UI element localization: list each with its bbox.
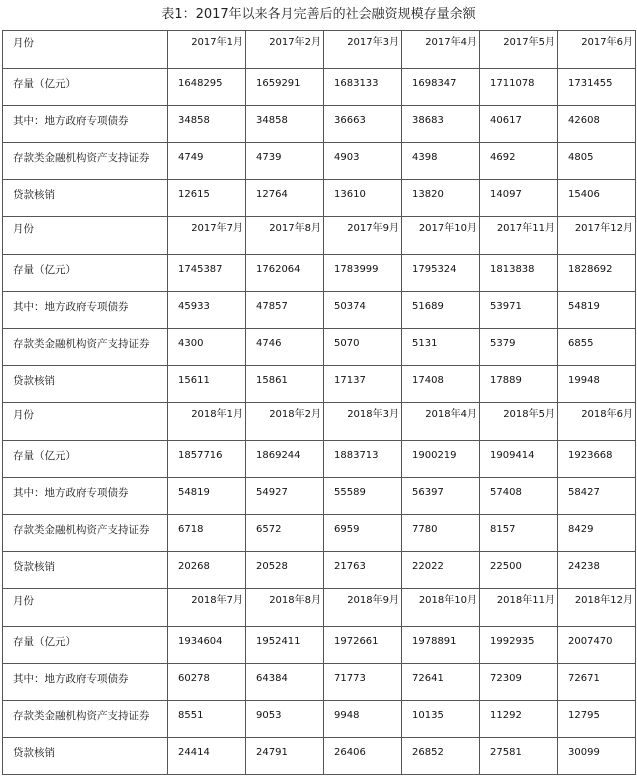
month-cell: 2017年9月 (324, 217, 402, 255)
value-cell: 1648295 (168, 69, 246, 106)
row-label-cell: 贷款核销 (3, 180, 168, 217)
month-cell: 2018年8月 (246, 589, 324, 627)
value-cell: 8429 (558, 515, 636, 552)
value-cell: 45933 (168, 292, 246, 329)
row-label-cell: 贷款核销 (3, 552, 168, 589)
table-row (3, 366, 636, 403)
value-cell: 72309 (480, 664, 558, 701)
value-cell: 4805 (558, 143, 636, 180)
value-cell: 20528 (246, 552, 324, 589)
value-cell: 1952411 (246, 627, 324, 664)
table-row (3, 255, 636, 292)
month-cell: 2018年7月 (168, 589, 246, 627)
value-cell: 57408 (480, 478, 558, 515)
month-cell: 2017年3月 (324, 31, 402, 69)
row-label-cell: 贷款核销 (3, 738, 168, 775)
value-cell: 1783999 (324, 255, 402, 292)
value-cell: 4692 (480, 143, 558, 180)
value-cell: 17408 (402, 366, 480, 403)
table-row (3, 627, 636, 664)
month-cell: 2017年11月 (480, 217, 558, 255)
value-cell: 4749 (168, 143, 246, 180)
value-cell: 34858 (246, 106, 324, 143)
value-cell: 64384 (246, 664, 324, 701)
row-label-cell: 存量（亿元） (3, 69, 168, 106)
value-cell: 1683133 (324, 69, 402, 106)
value-cell: 17889 (480, 366, 558, 403)
value-cell: 1659291 (246, 69, 324, 106)
table-row (3, 515, 636, 552)
value-cell: 1869244 (246, 441, 324, 478)
value-cell: 1762064 (246, 255, 324, 292)
value-cell: 1923668 (558, 441, 636, 478)
value-cell: 11292 (480, 701, 558, 738)
row-label-cell: 其中：地方政府专项债券 (3, 106, 168, 143)
value-cell: 40617 (480, 106, 558, 143)
value-cell: 1698347 (402, 69, 480, 106)
value-cell: 34858 (168, 106, 246, 143)
value-cell: 19948 (558, 366, 636, 403)
month-cell: 2017年2月 (246, 31, 324, 69)
table-row (3, 552, 636, 589)
month-cell: 2018年10月 (402, 589, 480, 627)
value-cell: 42608 (558, 106, 636, 143)
value-cell: 13610 (324, 180, 402, 217)
value-cell: 1795324 (402, 255, 480, 292)
value-cell: 51689 (402, 292, 480, 329)
table-row (3, 738, 636, 775)
value-cell: 4746 (246, 329, 324, 366)
row-label-cell: 存款类金融机构资产支持证券 (3, 701, 168, 738)
row-label-cell: 存量（亿元） (3, 255, 168, 292)
month-label-cell: 月份 (3, 403, 168, 441)
value-cell: 1883713 (324, 441, 402, 478)
value-cell: 17137 (324, 366, 402, 403)
value-cell: 47857 (246, 292, 324, 329)
value-cell: 6959 (324, 515, 402, 552)
value-cell: 13820 (402, 180, 480, 217)
value-cell: 6572 (246, 515, 324, 552)
value-cell: 71773 (324, 664, 402, 701)
value-cell: 56397 (402, 478, 480, 515)
value-cell: 54819 (168, 478, 246, 515)
row-label-cell: 存款类金融机构资产支持证券 (3, 143, 168, 180)
value-cell: 22022 (402, 552, 480, 589)
row-label-cell: 存量（亿元） (3, 441, 168, 478)
value-cell: 1711078 (480, 69, 558, 106)
month-cell: 2017年12月 (558, 217, 636, 255)
value-cell: 2007470 (558, 627, 636, 664)
value-cell: 5070 (324, 329, 402, 366)
value-cell: 12615 (168, 180, 246, 217)
value-cell: 4903 (324, 143, 402, 180)
month-header-row (3, 31, 636, 69)
month-cell: 2017年10月 (402, 217, 480, 255)
table-row (3, 664, 636, 701)
value-cell: 22500 (480, 552, 558, 589)
value-cell: 54819 (558, 292, 636, 329)
value-cell: 26852 (402, 738, 480, 775)
value-cell: 1978891 (402, 627, 480, 664)
value-cell: 15861 (246, 366, 324, 403)
month-cell: 2018年3月 (324, 403, 402, 441)
credit-stock-table (2, 30, 636, 775)
month-cell: 2018年11月 (480, 589, 558, 627)
month-cell: 2017年4月 (402, 31, 480, 69)
value-cell: 9948 (324, 701, 402, 738)
value-cell: 7780 (402, 515, 480, 552)
month-cell: 2018年6月 (558, 403, 636, 441)
table-row (3, 69, 636, 106)
value-cell: 36663 (324, 106, 402, 143)
value-cell: 72641 (402, 664, 480, 701)
table-row (3, 701, 636, 738)
value-cell: 6718 (168, 515, 246, 552)
value-cell: 21763 (324, 552, 402, 589)
value-cell: 24414 (168, 738, 246, 775)
table-row (3, 441, 636, 478)
row-label-cell: 存量（亿元） (3, 627, 168, 664)
row-label-cell: 存款类金融机构资产支持证券 (3, 329, 168, 366)
value-cell: 1934604 (168, 627, 246, 664)
month-cell: 2018年5月 (480, 403, 558, 441)
value-cell: 24791 (246, 738, 324, 775)
value-cell: 5379 (480, 329, 558, 366)
value-cell: 4398 (402, 143, 480, 180)
month-cell: 2018年9月 (324, 589, 402, 627)
value-cell: 1828692 (558, 255, 636, 292)
month-label-cell: 月份 (3, 217, 168, 255)
row-label-cell: 贷款核销 (3, 366, 168, 403)
row-label-cell: 其中：地方政府专项债券 (3, 292, 168, 329)
value-cell: 1992935 (480, 627, 558, 664)
month-cell: 2018年4月 (402, 403, 480, 441)
value-cell: 1745387 (168, 255, 246, 292)
row-label-cell: 其中：地方政府专项债券 (3, 478, 168, 515)
row-label-cell: 存款类金融机构资产支持证券 (3, 515, 168, 552)
table-row (3, 478, 636, 515)
month-header-row (3, 589, 636, 627)
value-cell: 27581 (480, 738, 558, 775)
value-cell: 72671 (558, 664, 636, 701)
month-header-row (3, 403, 636, 441)
value-cell: 8157 (480, 515, 558, 552)
value-cell: 15611 (168, 366, 246, 403)
value-cell: 53971 (480, 292, 558, 329)
value-cell: 5131 (402, 329, 480, 366)
month-cell: 2018年12月 (558, 589, 636, 627)
row-label-cell: 其中：地方政府专项债券 (3, 664, 168, 701)
value-cell: 50374 (324, 292, 402, 329)
value-cell: 14097 (480, 180, 558, 217)
table-title: 表1：2017年以来各月完善后的社会融资规模存量余额 (161, 7, 476, 22)
value-cell: 1857716 (168, 441, 246, 478)
value-cell: 26406 (324, 738, 402, 775)
value-cell: 1909414 (480, 441, 558, 478)
value-cell: 1900219 (402, 441, 480, 478)
month-cell: 2017年1月 (168, 31, 246, 69)
value-cell: 55589 (324, 478, 402, 515)
value-cell: 58427 (558, 478, 636, 515)
value-cell: 12795 (558, 701, 636, 738)
table-row (3, 106, 636, 143)
month-label-cell: 月份 (3, 31, 168, 69)
month-label-cell: 月份 (3, 589, 168, 627)
month-header-row (3, 217, 636, 255)
month-cell: 2017年7月 (168, 217, 246, 255)
value-cell: 24238 (558, 552, 636, 589)
value-cell: 1972661 (324, 627, 402, 664)
month-cell: 2017年8月 (246, 217, 324, 255)
value-cell: 20268 (168, 552, 246, 589)
month-cell: 2018年1月 (168, 403, 246, 441)
value-cell: 6855 (558, 329, 636, 366)
value-cell: 8551 (168, 701, 246, 738)
value-cell: 60278 (168, 664, 246, 701)
value-cell: 38683 (402, 106, 480, 143)
value-cell: 4300 (168, 329, 246, 366)
value-cell: 1813838 (480, 255, 558, 292)
value-cell: 30099 (558, 738, 636, 775)
month-cell: 2017年5月 (480, 31, 558, 69)
value-cell: 4739 (246, 143, 324, 180)
table-row (3, 143, 636, 180)
value-cell: 10135 (402, 701, 480, 738)
table-row (3, 292, 636, 329)
month-cell: 2017年6月 (558, 31, 636, 69)
table-row (3, 329, 636, 366)
value-cell: 9053 (246, 701, 324, 738)
table-row (3, 180, 636, 217)
value-cell: 15406 (558, 180, 636, 217)
value-cell: 12764 (246, 180, 324, 217)
value-cell: 54927 (246, 478, 324, 515)
value-cell: 1731455 (558, 69, 636, 106)
month-cell: 2018年2月 (246, 403, 324, 441)
